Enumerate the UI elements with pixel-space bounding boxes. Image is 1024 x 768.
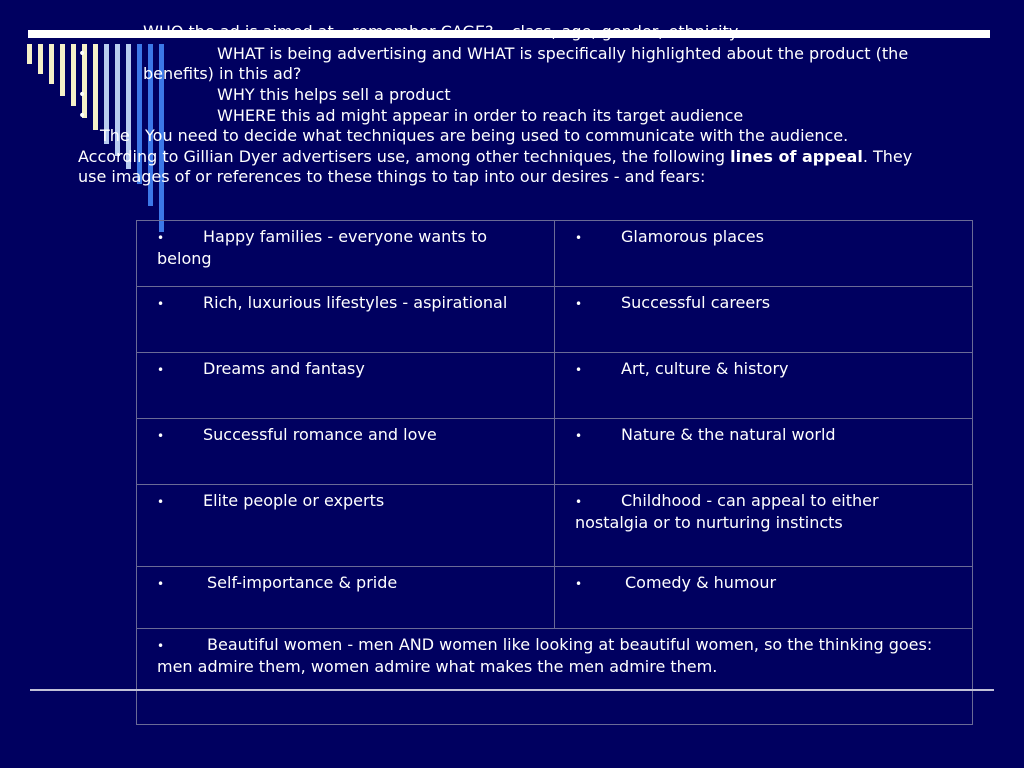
bullet: • [575,495,583,509]
cell-text: Rich, luxurious lifestyles - aspirational [203,293,508,312]
bottom-rule [30,689,994,691]
table-row [137,629,973,725]
lines-of-appeal-table [136,220,973,725]
cell-text: Nature & the natural world [621,425,836,444]
table-cell [137,485,555,567]
bullet: • [78,87,87,103]
bullet: • [157,577,165,591]
table-cell [555,221,973,287]
cell-text: Happy families - everyone wants to belong [157,227,488,268]
table-cell-full [137,629,973,725]
table-row [137,221,973,287]
table-cell [137,287,555,353]
cell-text: Dreams and fantasy [203,359,365,378]
cell-text: Elite people or experts [203,491,385,510]
intro-line-according [78,147,912,168]
according-text: According to Gillian Dyer advertisers use, among other techniques, the following [78,147,731,166]
intro-line-the: The [100,126,130,145]
bullet: • [157,363,165,377]
cell-text: Art, culture & history [621,359,789,378]
table-row [137,287,973,353]
table-row [137,567,973,629]
top-rule [28,30,990,38]
bullet: • [157,429,165,443]
bullet: • [78,46,87,62]
intro-line-you: You need to decide what techniques are being used to communicate with the audience. [145,126,849,145]
table-cell [555,419,973,485]
bullet: • [157,639,165,653]
table-cell [137,419,555,485]
bullet: • [575,231,583,245]
table-cell [137,567,555,629]
bullet: • [575,363,583,377]
according-text-end: . They [862,147,913,166]
cell-text: Successful careers [621,293,771,312]
table-cell [137,353,555,419]
intro-line-what-cont: benefits) in this ad? [143,64,302,83]
lines-of-appeal-emphasis: lines of appeal [730,147,863,166]
cell-text: Self-importance & pride [207,573,398,592]
intro-line-where: WHERE this ad might appear in order to reach its target audience [217,106,744,125]
cell-text: Childhood - can appeal to either nostalgia or to nurturing instincts [575,491,879,532]
table-cell [555,353,973,419]
table-cell [555,485,973,567]
intro-text [0,0,1024,200]
cell-text: Glamorous places [621,227,764,246]
table-cell [555,287,973,353]
table-cell [137,221,555,287]
table-cell [555,567,973,629]
intro-line-why: WHY this helps sell a product [217,85,451,104]
table-row [137,353,973,419]
bullet: • [157,231,165,245]
bullet: • [575,429,583,443]
cell-text: Successful romance and love [203,425,437,444]
table-row [137,419,973,485]
cell-text: Beautiful women - men AND women like looking at beautiful women, so the thinking goes: men admire them, women admire what makes the men admire them. [157,635,933,676]
table-row [137,485,973,567]
intro-line-use: use images of or references to these things to tap into our desires - and fears: [78,167,706,186]
bullet: • [575,297,583,311]
intro-line-what: WHAT is being advertising and WHAT is specifically highlighted about the product (the [217,44,909,63]
bullet: • [157,297,165,311]
bullet: • [157,495,165,509]
bullet: • [78,108,87,124]
cell-text: Comedy & humour [625,573,777,592]
bullet: • [575,577,583,591]
